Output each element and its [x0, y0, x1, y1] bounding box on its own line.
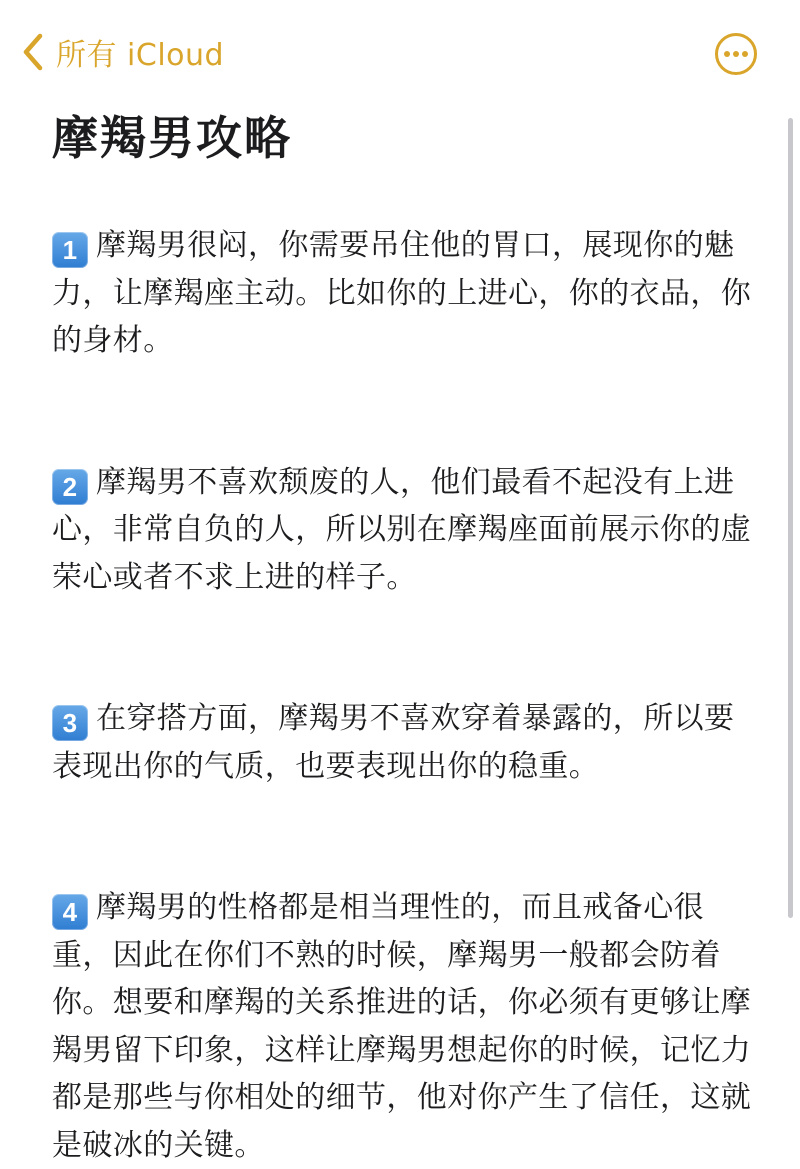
- note-paragraph: [52, 695, 752, 790]
- more-options-button[interactable]: [714, 32, 758, 76]
- note-paragraph: [52, 222, 752, 365]
- ellipsis-circle-icon: [714, 61, 758, 80]
- paragraph-text: 在穿搭方面，摩羯男不喜欢穿着暴露的，所以要表现出你的气质，也要表现出你的稳重。: [52, 701, 735, 784]
- keycap-number-badge: 4: [52, 894, 88, 930]
- back-button-label: 所有 iCloud: [56, 38, 225, 73]
- note-title: 摩羯男攻略: [52, 111, 292, 165]
- scrollbar[interactable]: [788, 118, 793, 918]
- note-paragraph: [52, 884, 752, 1169]
- paragraph-text: 摩羯男的性格都是相当理性的，而且戒备心很重，因此在你们不熟的时候，摩羯男一般都会防着你。想要和摩羯的关系推进的话，你必须有更够让摩羯男留下印象，这样让摩羯男想起你的时候，记忆力都是那些与你相处的细节，他对你产生了信任，这就是破冰的关键。: [52, 890, 752, 1163]
- paragraph-text: 摩羯男不喜欢颓废的人，他们最看不起没有上进心，非常自负的人，所以别在摩羯座面前展示你的虚荣心或者不求上进的样子。: [52, 464, 752, 595]
- note-paragraph: [52, 459, 752, 602]
- paragraph-text: 摩羯男很闷，你需要吊住他的胃口，展现你的魅力，让摩羯座主动。比如你的上进心，你的衣品，你的身材。: [52, 228, 752, 358]
- keycap-number-badge: 2: [52, 469, 88, 505]
- back-button[interactable]: [22, 30, 224, 74]
- navigation-bar: [0, 0, 800, 100]
- keycap-number-badge: 1: [52, 232, 88, 268]
- chevron-left-icon: [22, 33, 44, 71]
- keycap-number-badge: 3: [52, 705, 88, 741]
- note-body[interactable]: [52, 222, 752, 1169]
